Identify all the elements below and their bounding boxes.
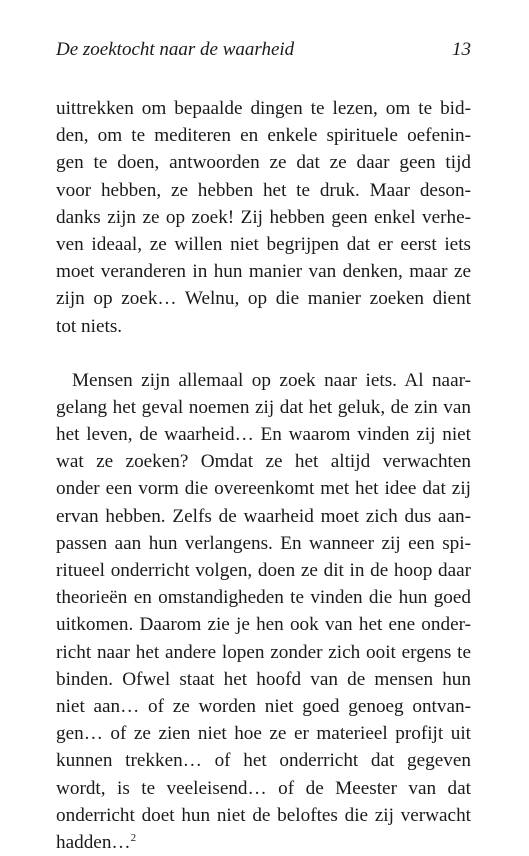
text-line-content: hadden…: [56, 831, 131, 853]
page-number: 13: [452, 39, 471, 60]
text-line: Mensen zijn allemaal op zoek naar iets. Al naar-: [72, 369, 471, 391]
text-line: zijn op zoek… Welnu, op die manier zoeken dient: [56, 288, 471, 310]
text-line: niet aan… of ze worden niet goed genoeg ontvan-: [56, 695, 471, 717]
text-line: wat ze zoeken? Omdat ze het altijd verwachten: [56, 451, 471, 473]
text-line: moet veranderen in hun manier van denken, maar ze: [56, 261, 471, 283]
text-line: ritueel onderricht volgen, doen ze dit in de hoop daar: [56, 560, 471, 581]
text-line: passen aan hun verlangens. En wanneer zij een spi-: [56, 532, 471, 554]
text-line: tot niets.: [56, 315, 123, 337]
text-line: gelang het geval noemen zij dat het geluk, de zin van: [56, 396, 471, 418]
text-line: richt naar het andere lopen zonder zich ooit ergens te: [56, 641, 471, 663]
text-line: uitkomen. Daarom zie je hen ook van het ene onder-: [56, 614, 471, 636]
text-line: gen… of ze zien niet hoe ze er materieel profijt uit: [56, 723, 471, 745]
paragraph-1: [56, 95, 471, 340]
running-head: [56, 38, 471, 68]
text-line: ervan hebben. Zelfs de waarheid moet zich dus aan-: [56, 505, 471, 527]
running-head-title: De zoektocht naar de waarheid: [56, 39, 295, 60]
text-line: onderricht doet hun niet de beloftes die zij verwacht: [56, 804, 471, 826]
text-line: wordt, is te veeleisend… of de Meester van dat: [56, 777, 471, 799]
text-line: den, om te mediteren en enkele spirituele oefenin-: [56, 125, 471, 147]
paragraph-2: [56, 367, 471, 856]
book-page: [56, 38, 471, 856]
text-line: het leven, de waarheid… En waarom vinden zij niet: [56, 424, 471, 446]
text-line: kunnen trekken… of het onderricht dat gegeven: [56, 750, 471, 772]
text-line-final: [56, 829, 471, 856]
text-line: uittrekken om bepaalde dingen te lezen, om te bid-: [56, 98, 471, 119]
text-line: onder een vorm die overeenkomt met het idee dat zij: [56, 478, 471, 500]
text-line: ven ideaal, ze willen niet begrijpen dat er eerst iets: [56, 233, 471, 255]
text-line: danks zijn ze op zoek! Zij hebben geen enkel verhe-: [56, 206, 471, 228]
body-text: [56, 95, 471, 856]
text-line: binden. Ofwel staat het hoofd van de mensen hun: [56, 668, 471, 690]
text-line: voor hebben, ze hebben het te druk. Maar deson-: [56, 179, 471, 201]
text-line: theorieën en omstandigheden te vinden die hun goed: [56, 587, 471, 609]
text-line: gen te doen, antwoorden ze dat ze daar geen tijd: [56, 152, 471, 174]
footnote-ref[interactable]: 2: [130, 831, 137, 844]
